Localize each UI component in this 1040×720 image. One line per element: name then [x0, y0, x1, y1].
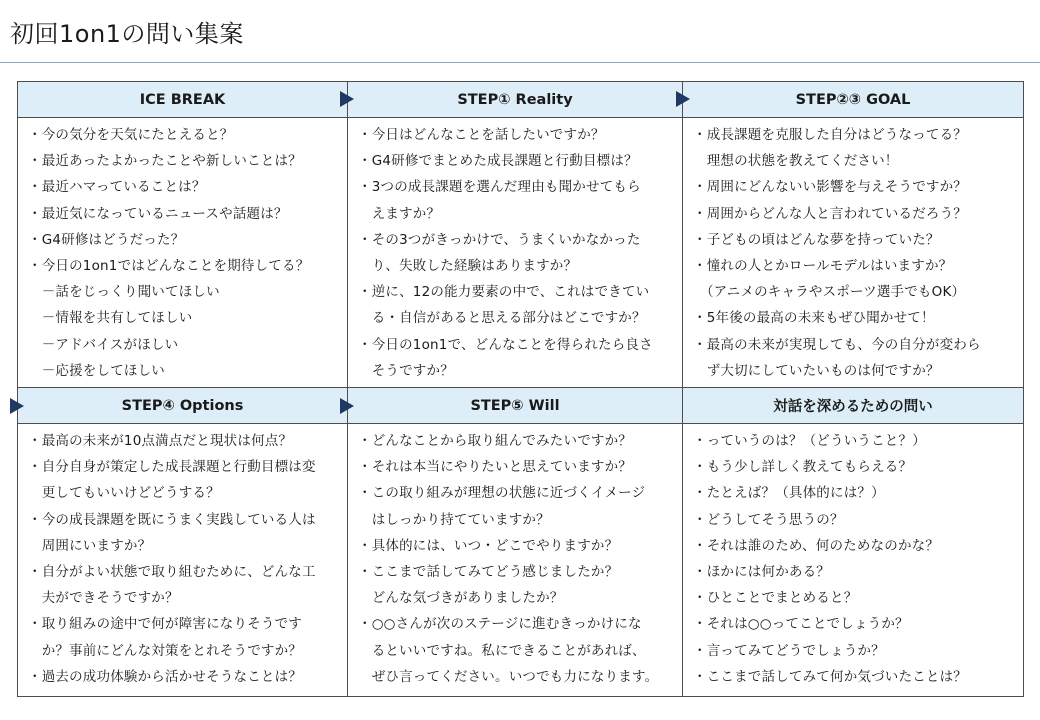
title-divider — [0, 62, 1040, 63]
options-questions — [18, 424, 348, 696]
question-line: ・成長課題を克服した自分はどうなってる？ — [693, 127, 967, 143]
question-line: ・最近ハマっていることは？ — [28, 179, 206, 196]
header-goal: STEP②③ GOAL — [683, 82, 1023, 118]
question-line: ・どうしてそう思うの？ — [693, 511, 844, 528]
header-will: STEP⑤ Will — [348, 388, 683, 424]
question-line: ・っていうのは？（どういうこと？） — [693, 433, 926, 449]
question-line: －情報を共有してほしい — [28, 310, 193, 327]
question-line: ぜひ言ってください。いつでも力になります。 — [358, 668, 659, 685]
question-line: ・たとえば？（具体的には？） — [693, 485, 885, 502]
question-line: ・ここまで話してみて何か気づいたことは？ — [693, 668, 967, 685]
question-line: ・今日の1on1で、どんなことを得られたら良さ — [358, 336, 653, 353]
question-line: り、失敗した経験はありますか？ — [358, 258, 578, 275]
question-line: ・ひとことでまとめると？ — [693, 590, 858, 607]
header-reality: STEP① Reality — [348, 82, 683, 118]
question-line: えますか？ — [358, 205, 441, 222]
question-line: ・この取り組みが理想の状態に近づくイメージ — [358, 485, 646, 502]
question-line: 理想の状態を教えてください！ — [693, 153, 899, 170]
question-line: ・今日はどんなことを話したいですか？ — [358, 127, 605, 143]
question-line: －応援をしてほしい — [28, 362, 165, 379]
question-line: ・○○さんが次のステージに進むきっかけにな — [358, 616, 642, 633]
arrow-right-icon — [340, 398, 354, 414]
question-line: ・今の成長課題を既にうまく実践している人は — [28, 511, 316, 528]
question-line: そうですか？ — [358, 362, 454, 379]
question-line: る・自信があると思える部分はどこですか？ — [358, 310, 646, 327]
question-line: ・最高の未来が実現しても、今の自分が変わら — [693, 336, 981, 353]
question-line: るといいですね。私にできることがあれば、 — [358, 642, 646, 659]
header-deepen: 対話を深めるための問い — [683, 388, 1023, 424]
question-grid — [17, 81, 1024, 697]
ice-break-questions — [18, 118, 348, 388]
question-line: ・言ってみてどうでしょうか？ — [693, 642, 885, 659]
arrow-right-icon — [676, 91, 690, 107]
question-line: ・自分自身が策定した成長課題と行動目標は変 — [28, 459, 316, 476]
question-line: ・それは誰のため、何のためなのかな？ — [693, 537, 940, 554]
question-line: ・具体的には、いつ・どこでやりますか？ — [358, 537, 619, 554]
question-line: ・どんなことから取り組んでみたいですか？ — [358, 433, 632, 449]
header-options: STEP④ Options — [18, 388, 348, 424]
reality-questions — [348, 118, 683, 388]
question-line: ・G4研修はどうだった？ — [28, 231, 185, 248]
question-line: （アニメのキャラやスポーツ選手でもOK） — [693, 284, 966, 301]
question-line: はしっかり持てていますか？ — [358, 511, 550, 528]
question-line: ・逆に、12の能力要素の中で、これはできてい — [358, 284, 650, 301]
goal-questions — [683, 118, 1023, 388]
question-line: ず大切にしていたいものは何ですか？ — [693, 362, 940, 379]
question-line: ・ほかには何かある？ — [693, 564, 830, 581]
question-line: ・ここまで話してみてどう感じましたか？ — [358, 564, 619, 581]
question-line: ・憧れの人とかロールモデルはいますか？ — [693, 258, 953, 275]
question-line: ・その3つがきっかけで、うまくいかなかった — [358, 231, 641, 248]
question-line: ・G4研修でまとめた成長課題と行動目標は？ — [358, 153, 638, 170]
question-line: ・それは○○ってことでしょうか？ — [693, 616, 909, 633]
deepen-questions — [683, 424, 1023, 696]
question-line: ・それは本当にやりたいと思えていますか？ — [358, 459, 632, 476]
header-ice-break: ICE BREAK — [18, 82, 348, 118]
arrow-right-icon — [10, 398, 24, 414]
question-line: ・過去の成功体験から活かせそうなことは？ — [28, 668, 302, 685]
question-line: ・周囲からどんな人と言われているだろう？ — [693, 205, 967, 222]
will-questions — [348, 424, 683, 696]
question-line: ・3つの成長課題を選んだ理由も聞かせてもら — [358, 179, 641, 196]
question-line: ・今の気分を天気にたとえると？ — [28, 127, 234, 143]
page-title: 初回1on1の問い集案 — [10, 20, 244, 48]
question-line: 夫ができそうですか？ — [28, 590, 179, 607]
question-line: ・最近あったよかったことや新しいことは？ — [28, 153, 302, 170]
question-line: 更してもいいけどどうする？ — [28, 485, 220, 502]
question-line: －アドバイスがほしい — [28, 336, 179, 353]
question-line: ・5年後の最高の未来もぜひ聞かせて！ — [693, 310, 935, 327]
question-line: どんな気づきがありましたか？ — [358, 590, 564, 607]
question-line: ・最高の未来が10点満点だと現状は何点？ — [28, 433, 293, 449]
question-line: か？事前にどんな対策をとれそうですか？ — [28, 642, 302, 659]
question-line: ・取り組みの途中で何が障害になりそうです — [28, 616, 302, 633]
question-line: ・自分がよい状態で取り組むために、どんな工 — [28, 564, 316, 581]
question-line: ・今日の1on1ではどんなことを期待してる？ — [28, 258, 310, 275]
question-line: 周囲にいますか？ — [28, 537, 152, 554]
question-line: －話をじっくり聞いてほしい — [28, 284, 220, 301]
question-line: ・最近気になっているニュースや話題は？ — [28, 205, 288, 222]
question-line: ・子どもの頃はどんな夢を持っていた？ — [693, 231, 940, 248]
question-line: ・もう少し詳しく教えてもらえる？ — [693, 459, 913, 476]
question-line: ・周囲にどんないい影響を与えそうですか？ — [693, 179, 967, 196]
arrow-right-icon — [340, 91, 354, 107]
